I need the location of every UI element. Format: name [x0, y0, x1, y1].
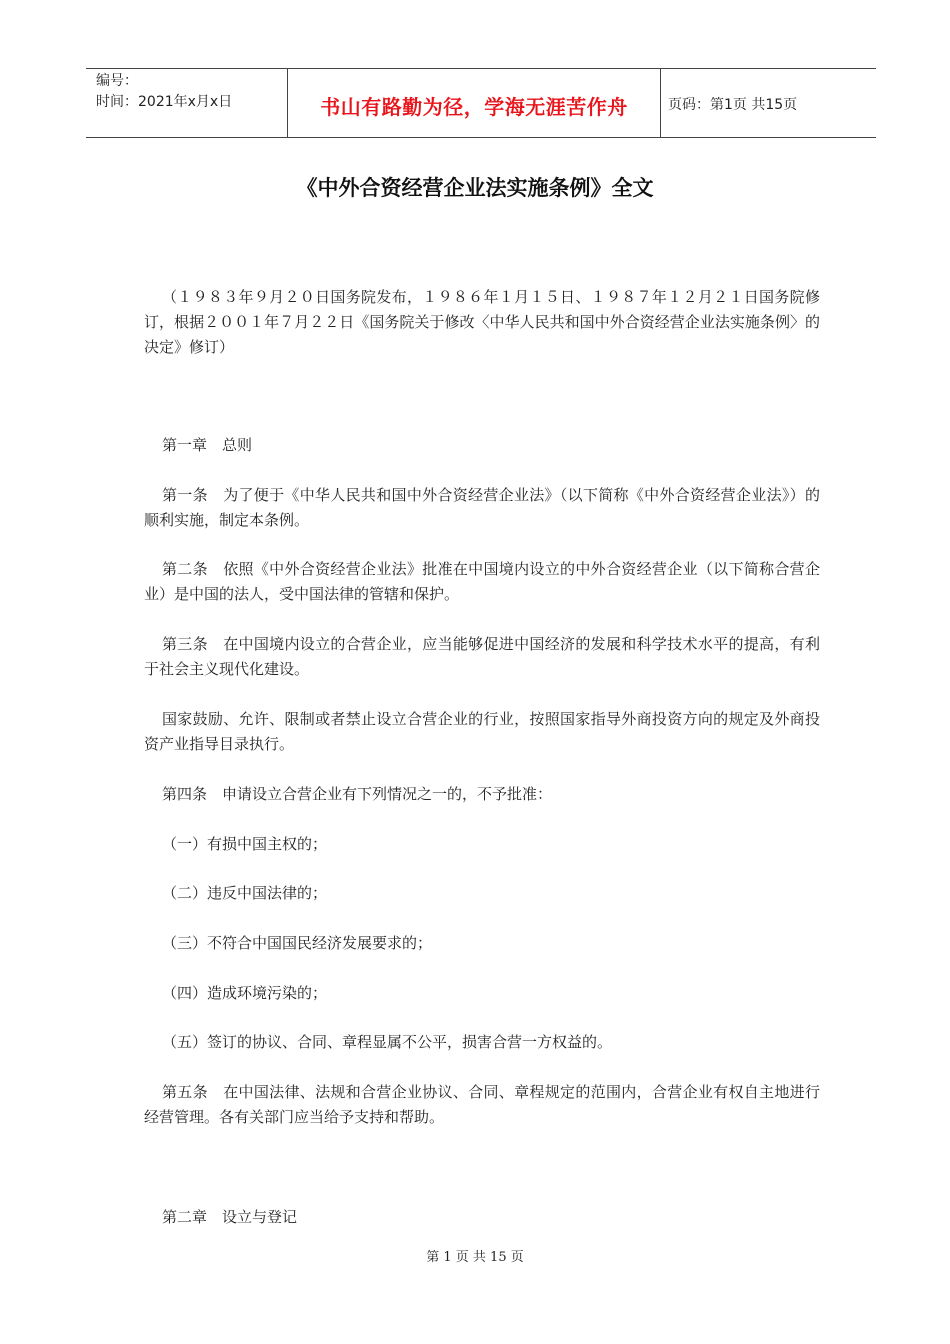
list-item: （二）违反中国法律的；	[162, 884, 328, 902]
article-paragraph: 第四条 申请设立合营企业有下列情况之一的，不予批准：	[162, 785, 553, 803]
header-motto: 书山有路勤为径，学海无涯苦作舟	[320, 95, 628, 119]
header-page-info: 页码：第1页 共15页	[668, 97, 798, 113]
article-paragraph: 第三条 在中国境内设立的合营企业，应当能够促进中国经济的发展和科学技术水平的提高，有利于社会主义现代化建设。	[144, 635, 820, 678]
document-title: 《中外合资经营企业法实施条例》全文	[296, 176, 654, 200]
header-meta	[96, 71, 232, 113]
document-number-label: 编号：	[96, 73, 138, 89]
article-paragraph: 第一条 为了便于《中华人民共和国中外合资经营企业法》（以下简称《中外合资经营企业法》）的顺利实施，制定本条例。	[144, 486, 820, 529]
chapter-heading: 第一章 总则	[162, 436, 253, 454]
page-footer: 第 1 页 共 15 页	[426, 1250, 524, 1265]
list-item: （一）有损中国主权的；	[162, 835, 328, 853]
list-item: （五）签订的协议、合同、章程显属不公平，损害合营一方权益的。	[162, 1033, 613, 1051]
header-divider	[660, 69, 661, 137]
document-time-label: 时间：2021年x月x日	[96, 94, 233, 110]
page-header	[86, 68, 876, 138]
list-item: （四）造成环境污染的；	[162, 984, 328, 1002]
article-paragraph: 第二条 依照《中外合资经营企业法》批准在中国境内设立的中外合资经营企业（以下简称合营企业）是中国的法人，受中国法律的管辖和保护。	[144, 560, 820, 603]
chapter-heading: 第二章 设立与登记	[162, 1208, 298, 1226]
article-paragraph: 第五条 在中国法律、法规和合营企业协议、合同、章程规定的范围内，合营企业有权自主地进行经营管理。各有关部门应当给予支持和帮助。	[144, 1083, 820, 1126]
preamble-paragraph: （１９８３年９月２０日国务院发布，１９８６年１月１５日、１９８７年１２月２１日国务院修订，根据２００１年７月２２日《国务院关于修改〈中华人民共和国中外合资经营企业法实施条例〉的决定》修订）	[144, 288, 820, 356]
list-item: （三）不符合中国国民经济发展要求的；	[162, 934, 433, 952]
article-paragraph: 国家鼓励、允许、限制或者禁止设立合营企业的行业，按照国家指导外商投资方向的规定及外商投资产业指导目录执行。	[144, 710, 820, 753]
